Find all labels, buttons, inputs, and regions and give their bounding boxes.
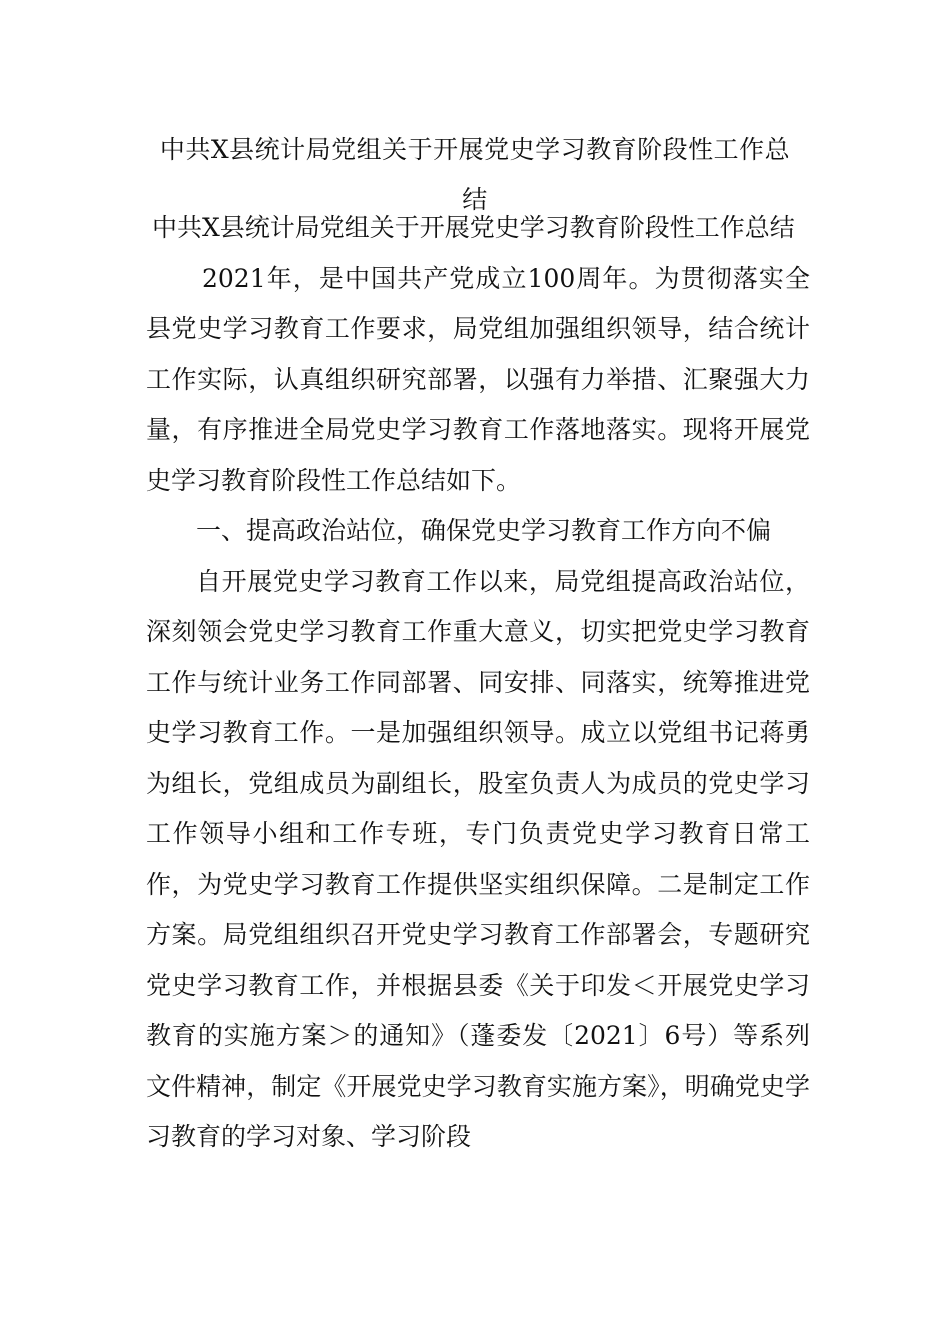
document-title: 中共X县统计局党组关于开展党史学习教育阶段性工作总结 — [159, 135, 791, 214]
document-subtitle: 中共X县统计局党组关于开展党史学习教育阶段性工作总结 — [152, 213, 795, 242]
paragraph-intro: 2021年，是中国共产党成立100周年。为贯彻落实全县党史学习教育工作要求，局党组加强组织领导，结合统计工作实际，认真组织研究部署，以强有力举措、汇聚强大力量，有序推进全局党史学习教育工作落地落实。现将开展党史学习教育阶段性工作总结如下。 — [146, 263, 810, 495]
document-body — [146, 203, 810, 1163]
section-heading-1: 一、提高政治站位，确保党史学习教育工作方向不偏 — [196, 516, 772, 545]
paragraph-section-1: 自开展党史学习教育工作以来，局党组提高政治站位，深刻领会党史学习教育工作重大意义，切实把党史学习教育工作与统计业务工作同部署、同安排、同落实，统筹推进党史学习教育工作。一是加强组织领导。成立以党组书记蒋勇为组长，党组成员为副组长，股室负责人为成员的党史学习工作领导小组和工作专班，专门负责党史学习教育日常工作，为党史学习教育工作提供坚实组织保障。二是制定工作方案。局党组组织召开党史学习教育工作部署会，专题研究党史学习教育工作，并根据县委《关于印发＜开展党史学习教育的实施方案＞的通知》（蓬委发〔2021〕6号）等系列文件精神，制定《开展党史学习教育实施方案》，明确党史学习教育的学习对象、学习阶段 — [146, 566, 810, 1151]
